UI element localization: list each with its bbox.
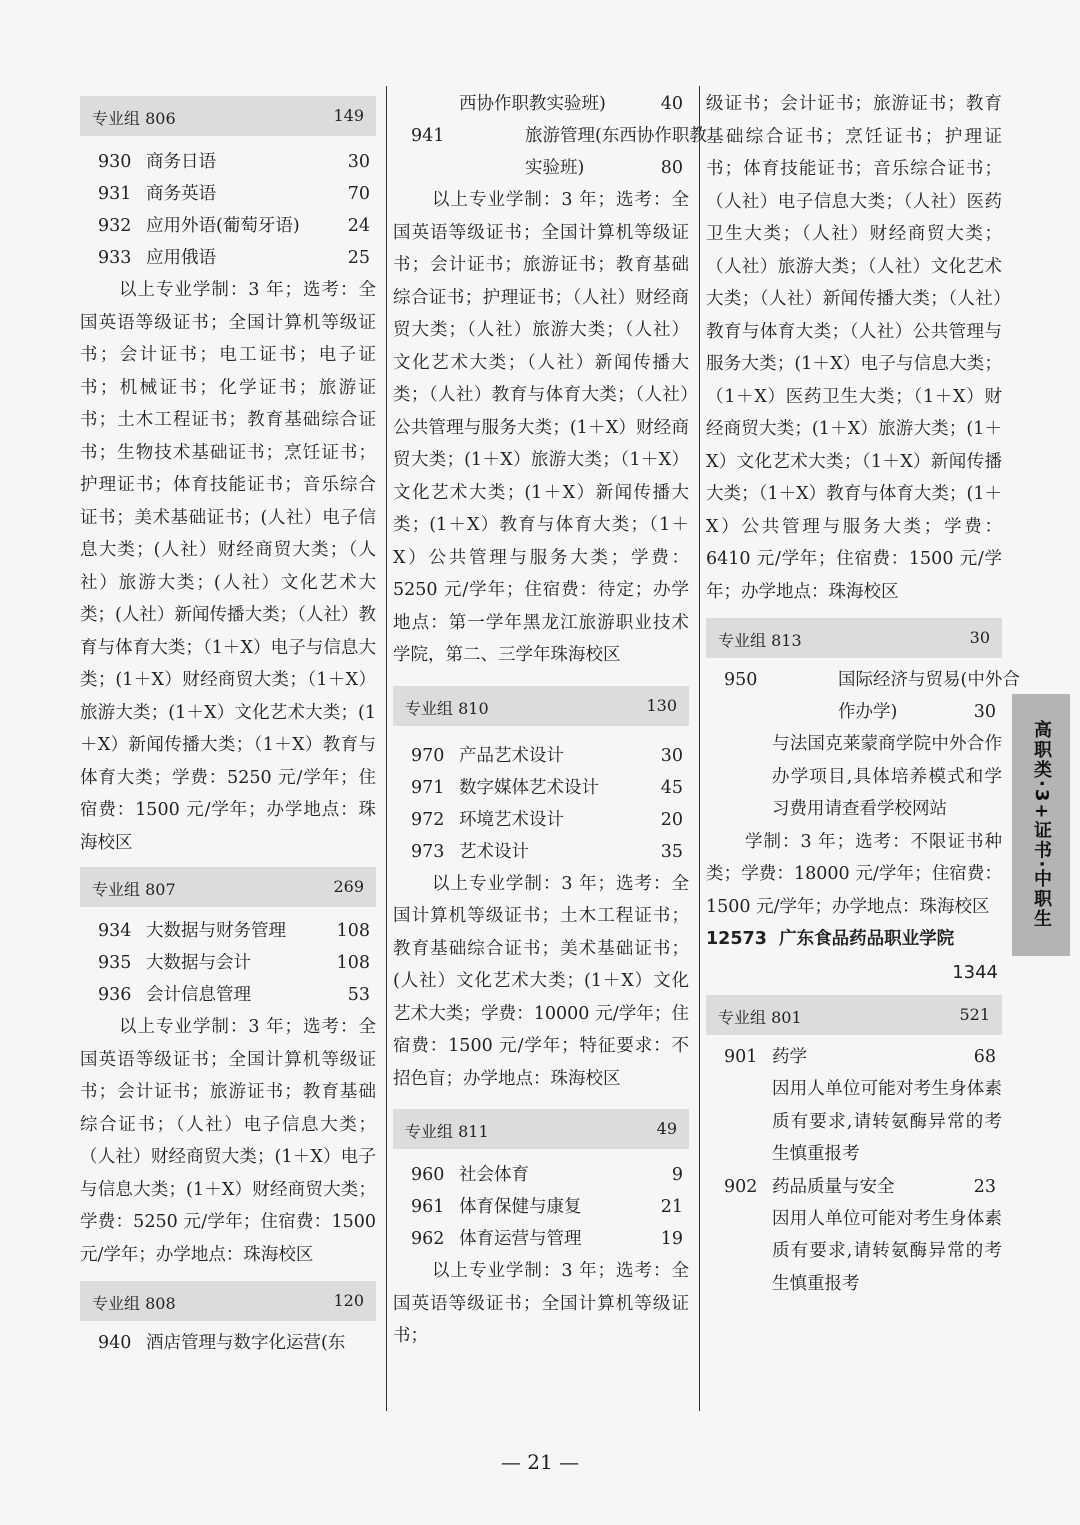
major-row: 933 应用俄语 25 (98, 248, 370, 268)
group-note: 以上专业学制：3 年；选考：全国英语等级证书；全国计算机等级证书；会计证书；旅游证书；教育基础综合证书；护理证书；（人社）财经商贸大类；（人社）旅游大类；（人社）文化艺术大类；（人社）新闻传播大类；（人社）教育与体育大类；（人社）公共管理与服务大类；(1＋X）财经商贸大类；(1＋X）旅游大类；（1＋X）文化艺术大类；(1＋X）新闻传播大类；(1＋X）教育与体育大类；（1＋X）公共管理与服务大类；学费：5250 元/学年；住宿费：待定；办学地点：第一学年黑龙江旅游职业技术学院，第二、三学年珠海校区 (393, 190, 689, 665)
group-header-813: 专业组 813 30 (706, 618, 1002, 658)
major-row: 935 大数据与会计 108 (98, 953, 370, 973)
group-header-808: 专业组 808 120 (80, 1281, 376, 1321)
major-row: 931 商务英语 70 (98, 184, 370, 204)
university-title (706, 923, 1002, 955)
major-row: 934 大数据与财务管理 108 (98, 921, 370, 941)
page-number: — 21 — (500, 1450, 580, 1474)
major-row: 902 药品质量与安全 23 (724, 1176, 996, 1197)
university-total: 1344 (952, 962, 998, 983)
group-note: 以上专业学制：3 年；选考：全国英语等级证书；全国计算机等级证书；会计证书；电工证书；电子证书；机械证书；化学证书；旅游证书；土木工程证书；教育基础综合证书；生物技术基础证书；烹饪证书；护理证书；体育技能证书；音乐综合证书；美术基础证书；(人社）电子信息大类；(人社）财经商贸大类；（人社）旅游大类；(人社）文化艺术大类；(人社）新闻传播大类；（人社）教育与体育大类；（1＋X）电子与信息大类；(1＋X）财经商贸大类；（1＋X）旅游大类；(1＋X）文化艺术大类；(1＋X）新闻传播大类；（1＋X）教育与体育大类；学费：5250 元/学年；住宿费：1500 元/学年；办学地点：珠海校区 (80, 280, 376, 853)
major-row: 932 应用外语(葡萄牙语) 24 (98, 216, 370, 236)
major-description: 因用人单位可能对考生身体素质有要求,请转氨酶异常的考生慎重报考 (772, 1208, 1002, 1294)
major-row-continued: 西协作职教实验班) 40 (459, 94, 683, 114)
university-name: 广东食品药品职业学院 (779, 929, 955, 949)
major-row: 973 艺术设计 35 (411, 841, 683, 862)
group-header-811: 专业组 811 49 (393, 1109, 689, 1149)
major-row: 971 数字媒体艺术设计 45 (411, 777, 683, 798)
column-divider (386, 86, 387, 1411)
major-row: 960 社会体育 9 (411, 1165, 683, 1185)
group-note: 学制：3 年；选考：不限证书种类；学费：18000 元/学年；住宿费：1500 元/学年；办学地点：珠海校区 (706, 831, 1002, 917)
major-description: 与法国克莱蒙商学院中外合作办学项目,具体培养模式和学习费用请查看学校网站 (772, 734, 1002, 819)
column-1 (80, 88, 376, 1359)
major-row: 936 会计信息管理 53 (98, 985, 370, 1005)
group-note: 以上专业学制：3 年；选考：全国计算机等级证书；土木工程证书；教育基础综合证书；美术基础证书；(人社）文化艺术大类；(1＋X）文化艺术大类；学费：10000 元/学年；住宿费：1500 元/学年；特征要求：不招色盲；办学地点：珠海校区 (393, 873, 689, 1089)
group-note: 以上专业学制：3 年；选考：全国英语等级证书；全国计算机等级证书； (393, 1261, 689, 1346)
major-row: 940 酒店管理与数字化运营(东 (98, 1333, 346, 1353)
major-description: 因用人单位可能对考生身体素质有要求,请转氨酶异常的考生慎重报考 (772, 1079, 1002, 1164)
column-3 (706, 88, 1020, 1300)
group-header-801: 专业组 801 521 (706, 995, 1002, 1035)
group-name: 专业组 806 (92, 109, 176, 128)
group-note-continued: 级证书；会计证书；旅游证书；教育基础综合证书；烹饪证书；护理证书；体育技能证书；音乐综合证书；（人社）电子信息大类；（人社）医药卫生大类；（人社）财经商贸大类；（人社）旅游大类；（人社）文化艺术大类；（人社）新闻传播大类；（人社）教育与体育大类；（人社）公共管理与服务大类；(1＋X）电子与信息大类；（1＋X）医药卫生大类；（1＋X）财经商贸大类；(1＋X）旅游大类；(1＋X）文化艺术大类；（1＋X）新闻传播大类；（1＋X）教育与体育大类；(1＋X）公共管理与服务大类；学费：6410 元/学年；住宿费：1500 元/学年；办学地点：珠海校区 (706, 94, 1002, 602)
group-header-810: 专业组 810 130 (393, 686, 689, 726)
column-divider (699, 86, 700, 1411)
column-2 (393, 88, 707, 1353)
group-header-807: 专业组 807 269 (80, 867, 376, 907)
major-row: 930 商务日语 30 (98, 152, 370, 172)
major-row: 950 国际经济与贸易(中外合作办学) 30 (724, 670, 1020, 722)
major-row: 970 产品艺术设计 30 (411, 745, 683, 766)
major-row: 941 旅游管理(东西协作职教实验班) 80 (411, 126, 707, 178)
group-header-806 (80, 96, 376, 136)
major-row: 901 药学 68 (724, 1047, 996, 1067)
major-row: 962 体育运营与管理 19 (411, 1229, 683, 1249)
group-note: 以上专业学制：3 年；选考：全国英语等级证书；全国计算机等级证书；会计证书；旅游证书；教育基础综合证书；（人社）电子信息大类；（人社）财经商贸大类；(1＋X）电子与信息大类；(1＋X）财经商贸大类；学费：5250 元/学年；住宿费：1500 元/学年；办学地点：珠海校区 (80, 1017, 376, 1265)
major-row: 961 体育保健与康复 21 (411, 1197, 683, 1217)
group-count: 149 (333, 106, 364, 125)
major-row: 972 环境艺术设计 20 (411, 809, 683, 830)
side-category-tab: 高职类·3+证书·中职生 (1012, 694, 1070, 956)
university-code: 12573 (706, 929, 767, 949)
